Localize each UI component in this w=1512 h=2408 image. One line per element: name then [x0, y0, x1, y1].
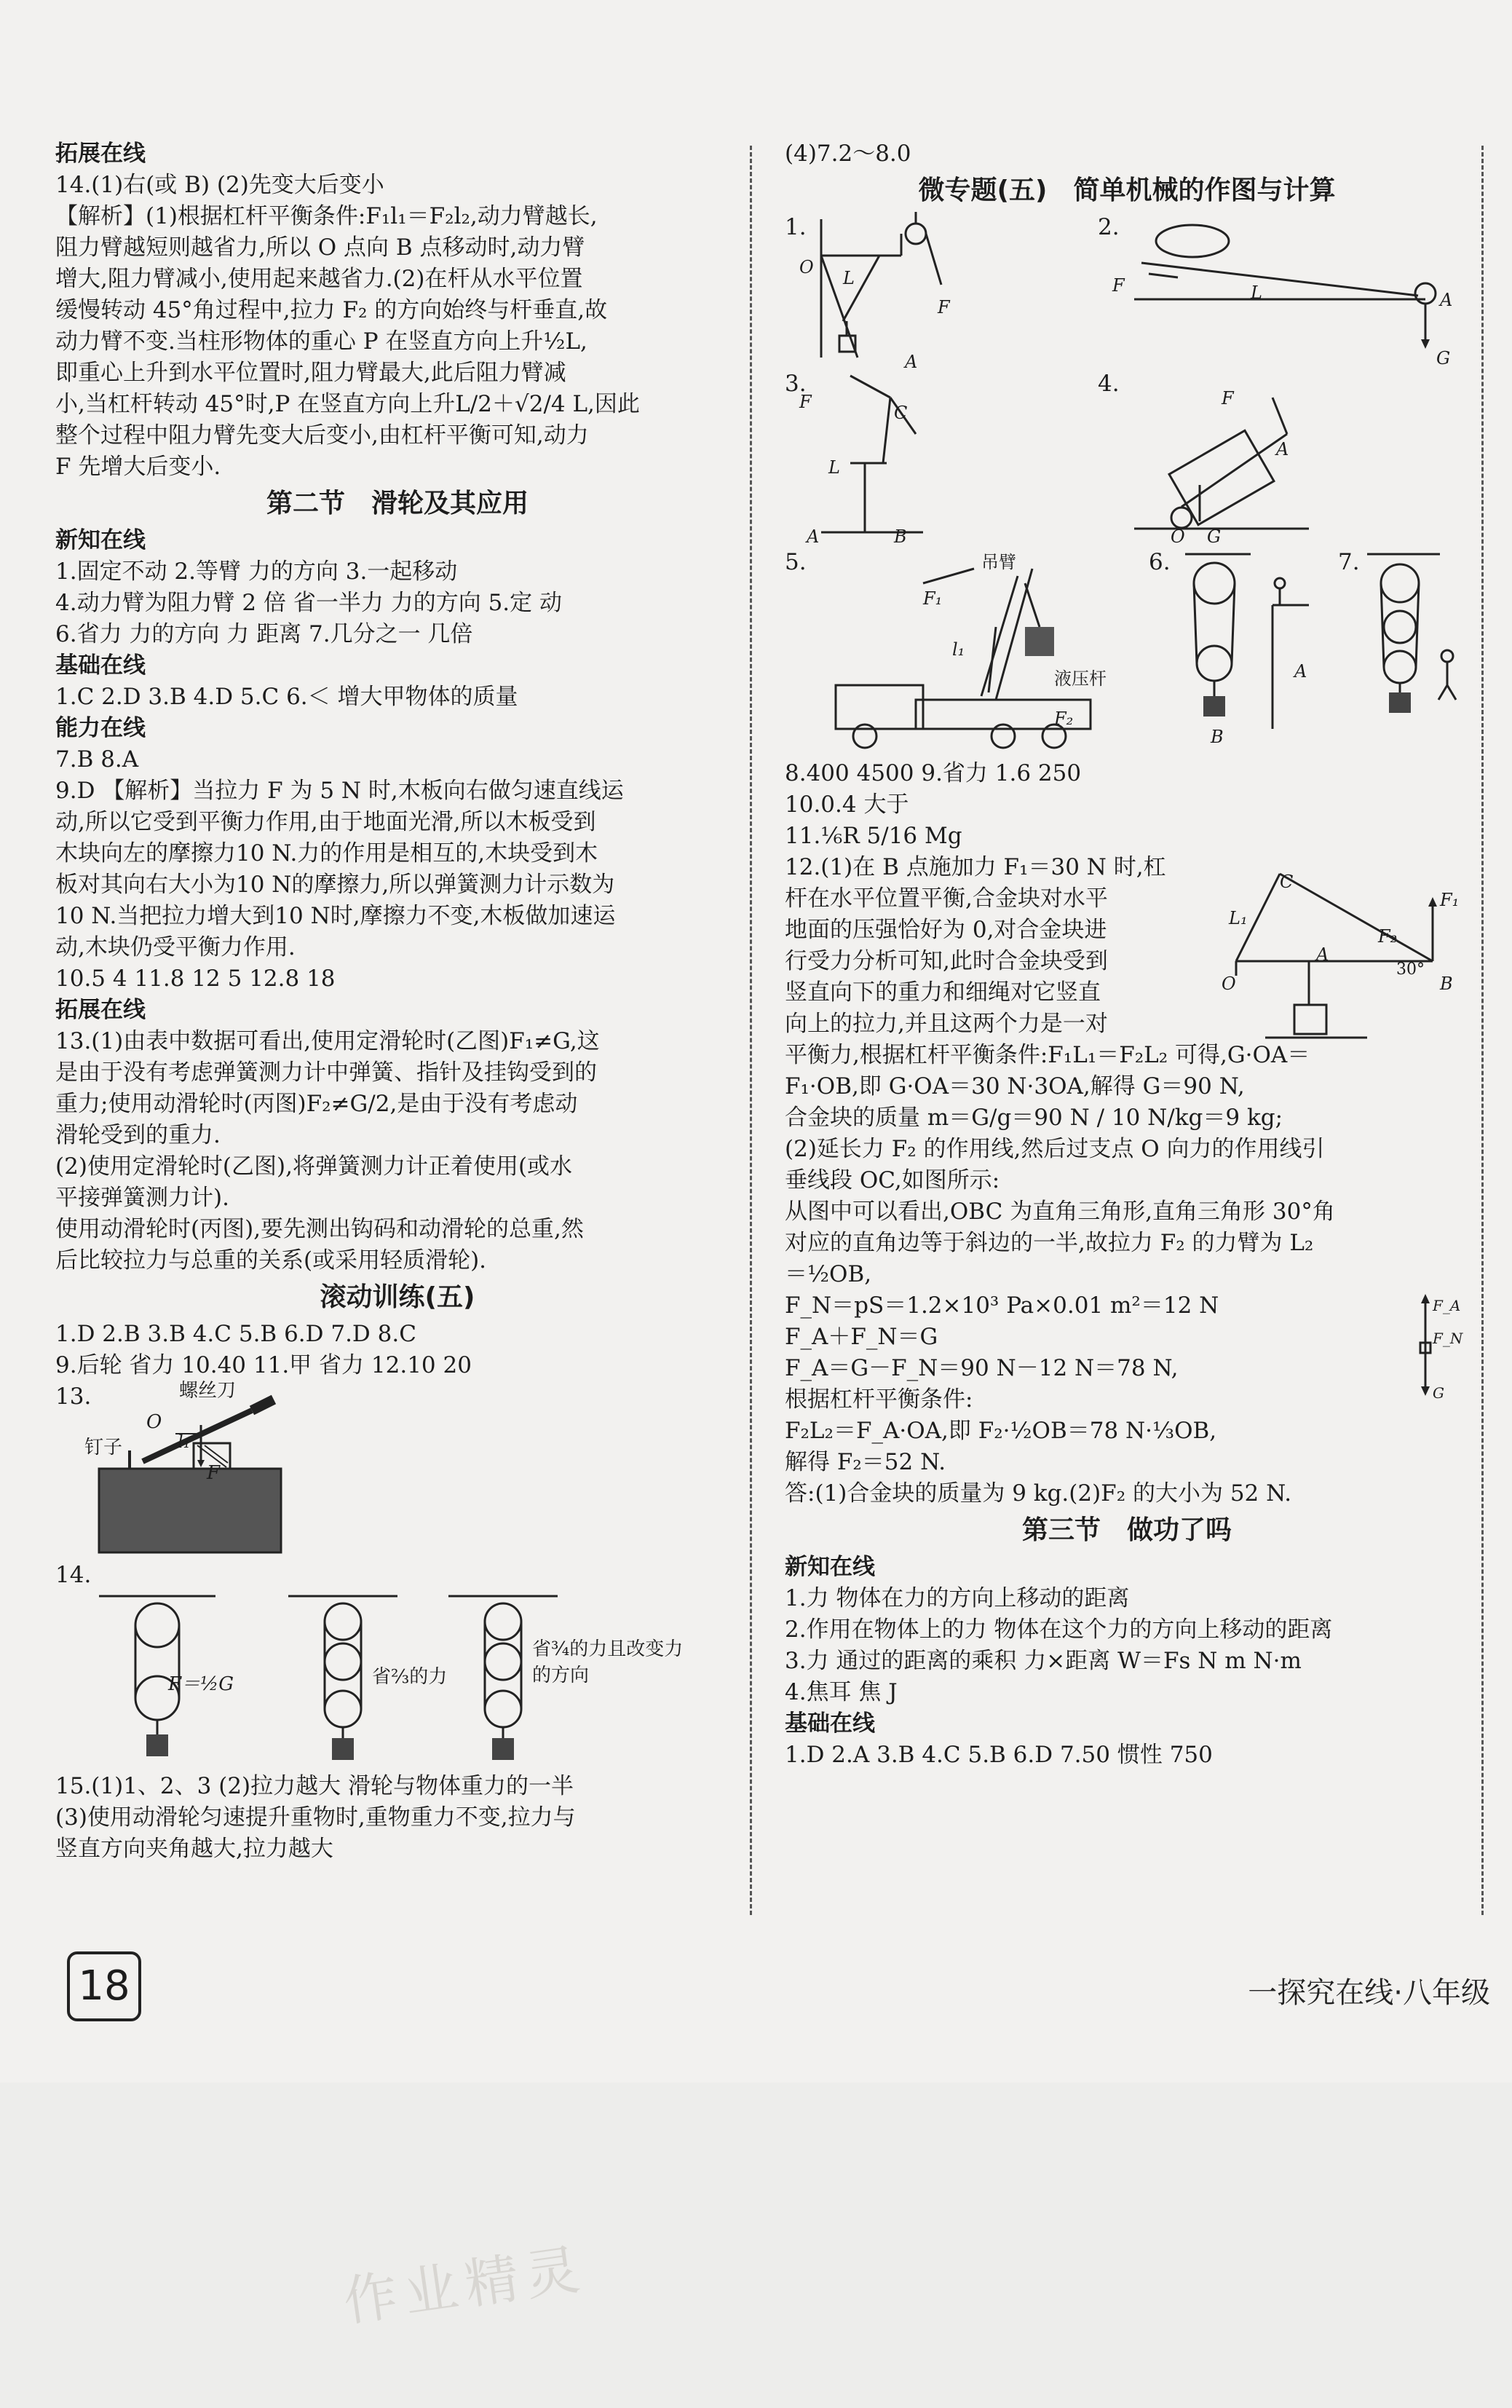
series-title: 一探究在线·八年级: [1248, 1976, 1490, 2010]
section-heading: 新知在线: [55, 527, 146, 553]
answer-line: 对应的直角边等于斜边的一半,故拉力 F₂ 的力臂为 L₂: [785, 1230, 1314, 1256]
answer-line: F_N＝pS＝1.2×10³ Pa×0.01 m²＝12 N: [785, 1292, 1219, 1319]
explanation-line: 【解析】(1)根据杠杆平衡条件:F₁l₁＝F₂l₂,动力臂越长,: [55, 203, 598, 229]
force-label: F₂: [1054, 708, 1074, 729]
gravity-label: G: [1436, 348, 1451, 368]
length-label: L: [843, 268, 855, 288]
answer-line: 9.后轮 省力 10.40 11.甲 省力 12.10 20: [55, 1352, 472, 1378]
point-label: A: [1276, 439, 1289, 459]
force-label: F: [799, 392, 812, 412]
answer-line: 杆在水平位置平衡,合金块对水平: [785, 885, 1108, 912]
question-number: 14.: [55, 1562, 92, 1588]
answer-line: 1.D 2.A 3.B 4.C 5.B 6.D 7.50 惯性 750: [785, 1742, 1213, 1768]
watermark: 作业精灵: [339, 2237, 591, 2334]
answer-line: 使用动滑轮时(丙图),要先测出钩码和动滑轮的总重,然: [55, 1216, 584, 1242]
pivot-label: O: [146, 1411, 162, 1433]
answer-line: 2.作用在物体上的力 物体在这个力的方向上移动的距离: [785, 1616, 1333, 1643]
point-label: A: [1294, 661, 1307, 682]
force-label: F₂: [1378, 926, 1398, 947]
pivot-label: O: [1222, 974, 1236, 994]
angle-label: 30°: [1396, 960, 1425, 979]
answer-line: F_A＝G－F_N＝90 N－12 N＝78 N,: [785, 1355, 1179, 1381]
answer-line: 7.B 8.A: [55, 746, 139, 773]
answer-line: 滑轮受到的重力.: [55, 1122, 221, 1148]
answer-line: 1.C 2.D 3.B 4.D 5.C 6.＜ 增大甲物体的质量: [55, 684, 518, 710]
answer-line: 后比较拉力与总重的关系(或采用轻质滑轮).: [55, 1247, 487, 1274]
point-label: B: [1440, 974, 1453, 994]
answer-line: 答:(1)合金块的质量为 9 kg.(2)F₂ 的大小为 52 N.: [785, 1480, 1292, 1507]
pivot-label: O: [799, 257, 814, 277]
explanation-line: 缓慢转动 45°角过程中,拉力 F₂ 的方向始终与杆垂直,故: [55, 297, 608, 323]
column-divider: [750, 146, 752, 1915]
pulley-label: F＝½G: [168, 1673, 234, 1695]
point-label: C: [1280, 872, 1294, 892]
q13-figure: [55, 1381, 740, 1560]
point-label: B: [894, 526, 907, 547]
q12-lever-diagram: [1222, 852, 1469, 1049]
answer-line: 竖直向下的重力和细绳对它竖直: [785, 979, 1101, 1006]
section-heading: 基础在线: [785, 1710, 875, 1737]
stand-lever-diagram: [807, 368, 938, 543]
arm-label: l₁: [178, 1432, 191, 1452]
section-title: 第二节 滑轮及其应用: [266, 489, 529, 518]
explanation-line: 即重心上升到水平位置时,阻力臂最大,此后阻力臂减: [55, 360, 566, 386]
answer-line: 9.D 【解析】当拉力 F 为 5 N 时,木板向右做匀速直线运: [55, 778, 624, 804]
answer-line: 向上的拉力,并且这两个力是一对: [785, 1011, 1108, 1037]
point-label: A: [807, 526, 820, 547]
answer-line: 10.5 4 11.8 12 5 12.8 18: [55, 966, 336, 992]
pulley-label: 省¾的力且改变力的方向: [532, 1638, 684, 1686]
arm-label: l₁: [952, 639, 965, 660]
answer-line: 8.400 4500 9.省力 1.6 250: [785, 760, 1082, 786]
answer-line: 板对其向右大小为10 N的摩擦力,所以弹簧测力计示数为: [55, 872, 615, 898]
force-label: F₁: [923, 588, 943, 609]
section-heading: 拓展在线: [55, 141, 146, 167]
right-column: [785, 138, 1469, 1771]
answer-line: (3)使用动滑轮匀速提升重物时,重物重力不变,拉力与: [55, 1804, 576, 1831]
force-label: F: [1222, 388, 1234, 408]
answer-line: F₁·OB,即 G·OA＝30 N·3OA,解得 G＝90 N,: [785, 1073, 1245, 1100]
section-heading: 拓展在线: [55, 997, 146, 1023]
gravity-label: G: [1207, 526, 1222, 547]
answer-line: ＝½OB,: [785, 1261, 872, 1287]
explanation-line: 小,当杠杆转动 45°时,P 在竖直方向上升L/2＋√2/4 L,因此: [55, 391, 640, 417]
answer-line: 垂线段 OC,如图所示:: [785, 1167, 1000, 1193]
answer-line: 平衡力,根据杠杆平衡条件:F₁L₁＝F₂L₂ 可得,G·OA＝: [785, 1042, 1310, 1068]
answer-line: 1.力 物体在力的方向上移动的距离: [785, 1585, 1130, 1611]
point-label: C: [894, 403, 908, 423]
answer-line: 地面的压强恰好为 0,对合金块进: [785, 917, 1107, 943]
nail-label: 钉子: [84, 1437, 123, 1458]
length-label: L: [828, 457, 840, 478]
answer-line: 3.力 通过的距离的乘积 力×距离 W＝Fs N m N·m: [785, 1648, 1302, 1674]
screwdriver-label: 螺丝刀: [179, 1380, 237, 1402]
force-label: F: [938, 297, 950, 317]
figure-number: 7.: [1338, 549, 1360, 575]
pedal-lever-diagram: [1120, 212, 1454, 358]
answer-line: 木块向左的摩擦力10 N.力的作用是相互的,木块受到木: [55, 840, 598, 867]
right-edge-divider: [1481, 146, 1484, 1915]
explanation-line: 整个过程中阻力臂先变大后变小,由杠杆平衡可知,动力: [55, 422, 589, 449]
section-heading: 能力在线: [55, 715, 146, 741]
explanation-line: F 先增大后变小.: [55, 454, 221, 480]
figure-number: 4.: [1098, 371, 1120, 397]
section-heading: 新知在线: [785, 1554, 875, 1580]
q14-pulley-figures: [55, 1560, 740, 1771]
topic-title: 微专题(五) 简单机械的作图与计算: [918, 175, 1336, 205]
answer-line: (2)使用定滑轮时(乙图),将弹簧测力计正着使用(或水: [55, 1153, 573, 1180]
answer-line: 根据杠杆平衡条件:: [785, 1386, 973, 1413]
answer-line: 14.(1)右(或 B) (2)先变大后变小: [55, 172, 384, 198]
figure-number: 1.: [785, 214, 807, 240]
answer-line: 13.(1)由表中数据可看出,使用定滑轮时(乙图)F₁≠G,这: [55, 1028, 600, 1054]
length-label: L: [1251, 283, 1262, 303]
answer-line: 10 N.当把拉力增大到10 N时,摩擦力不变,木板做加速运: [55, 903, 616, 929]
force-label: F_N: [1433, 1330, 1463, 1347]
pulley-person-diagram: [1171, 547, 1316, 751]
answer-line: 1.固定不动 2.等臂 力的方向 3.一起移动: [55, 558, 458, 585]
section-title: 滚动训练(五): [320, 1282, 475, 1312]
point-label: A: [905, 352, 918, 372]
answer-line: 15.(1)1、2、3 (2)拉力越大 滑轮与物体重力的一半: [55, 1773, 574, 1799]
figures-3-4: [785, 368, 1469, 547]
answer-line: 动,木块仍受平衡力作用.: [55, 934, 296, 960]
answer-line: F_A＋F_N＝G: [785, 1324, 938, 1350]
point-label: A: [1440, 290, 1453, 310]
answer-line: 动,所以它受到平衡力作用,由于地面光滑,所以木板受到: [55, 809, 596, 835]
rod-label: 液压杆: [1054, 668, 1107, 689]
answer-line: (4)7.2～8.0: [785, 141, 911, 167]
section-heading: 基础在线: [55, 652, 146, 679]
pivot-label: O: [1171, 526, 1185, 547]
figure-number: 3.: [785, 371, 807, 397]
force-label: F: [1112, 275, 1125, 296]
figures-5-7: [785, 547, 1469, 758]
answer-line: 从图中可以看出,OBC 为直角三角形,直角三角形 30°角: [785, 1199, 1335, 1225]
answer-line: 1.D 2.B 3.B 4.C 5.B 6.D 7.D 8.C: [55, 1321, 416, 1347]
q12-block: [785, 852, 1469, 1509]
answer-line: 行受力分析可知,此时合金块受到: [785, 948, 1108, 974]
section-title: 第三节 做功了吗: [1021, 1515, 1232, 1545]
answer-line: 12.(1)在 B 点施加力 F₁＝30 N 时,杠: [785, 854, 1166, 880]
arm-label: L₁: [1229, 908, 1248, 928]
figure-number: 5.: [785, 549, 807, 575]
point-label: B: [1211, 727, 1224, 747]
figures-1-2: [785, 212, 1469, 372]
answer-line: 平接弹簧测力计).: [55, 1185, 229, 1211]
boom-label: 吊臂: [981, 552, 1016, 572]
answer-line: 4.焦耳 焦 J: [785, 1679, 898, 1705]
answer-line: 重力;使用动滑轮时(丙图)F₂≠G/2,是由于没有考虑动: [55, 1091, 578, 1117]
pulley-block-diagram: [1360, 547, 1469, 751]
force-label: F_A: [1433, 1297, 1461, 1314]
screwdriver-lever-diagram: [77, 1381, 383, 1556]
answer-line: 解得 F₂＝52 N.: [785, 1449, 946, 1475]
explanation-line: 阻力臂越短则越省力,所以 O 点向 B 点移动时,动力臂: [55, 234, 585, 261]
pulley-label: 省⅔的力: [372, 1666, 448, 1688]
lever-pulley-diagram: [807, 212, 945, 365]
left-column: [55, 138, 740, 1865]
answer-line: (2)延长力 F₂ 的作用线,然后过支点 O 向力的作用线引: [785, 1136, 1325, 1162]
figure-number: 2.: [1098, 214, 1120, 240]
figure-number: 6.: [1149, 549, 1171, 575]
answer-line: 4.动力臂为阻力臂 2 倍 省一半力 力的方向 5.定 动: [55, 590, 562, 616]
answer-line: 竖直方向夹角越大,拉力越大: [55, 1836, 333, 1862]
point-label: A: [1316, 944, 1329, 965]
answer-line: F₂L₂＝F_A·OA,即 F₂·½OB＝78 N·⅓OB,: [785, 1418, 1217, 1444]
page-number: 18: [67, 1951, 141, 2021]
force-label: F₁: [1440, 890, 1460, 910]
answer-line: 11.⅙R 5/16 Mg: [785, 823, 962, 849]
answer-line: 6.省力 力的方向 力 距离 7.几分之一 几倍: [55, 621, 473, 647]
answer-line: 10.0.4 大于: [785, 792, 909, 818]
explanation-line: 动力臂不变.当柱形物体的重心 P 在竖直方向上升½L,: [55, 328, 587, 355]
answer-line: 合金块的质量 m＝G/g＝90 N / 10 N/kg＝9 kg;: [785, 1105, 1283, 1131]
explanation-line: 增大,阻力臂减小,使用起来越省力.(2)在杆从水平位置: [55, 266, 583, 292]
force-label: F: [207, 1462, 221, 1484]
gravity-label: G: [1433, 1384, 1444, 1402]
question-number: 13.: [55, 1383, 92, 1410]
answer-line: 是由于没有考虑弹簧测力计中弹簧、指针及挂钩受到的: [55, 1059, 597, 1086]
